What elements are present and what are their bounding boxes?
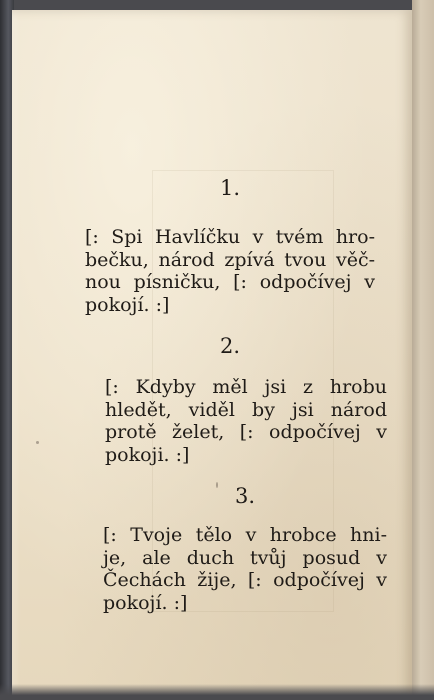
verse-3-number: 3. [234, 484, 256, 508]
verse-3-line-2: je, ale duch tvůj posud v [103, 546, 387, 569]
verse-3-line-1: [: Tvoje tělo v hrobce hni- [103, 524, 387, 546]
verse-1-line-2: bečku, národ zpívá tvou věč- [85, 248, 375, 271]
verse-2 [105, 376, 387, 466]
verse-3-line-3: Čechách žije, [: odpočívej v [103, 569, 387, 591]
verse-1-line-4: pokojí. :] [85, 293, 170, 316]
verse-1 [85, 226, 375, 316]
verse-3-line-4: pokojí. :] [103, 591, 188, 614]
paper-speck [36, 441, 39, 444]
verse-2-line-3: protě želet, [: odpočívej v [105, 421, 387, 443]
verse-2-number: 2. [219, 334, 241, 358]
verse-1-line-3: nou písničku, [: odpočívej v [85, 271, 375, 293]
verse-2-line-2: hledět, viděl by jsi národ [105, 398, 387, 421]
verse-2-line-4: pokoji. :] [105, 443, 190, 466]
verse-2-line-1: [: Kdyby měl jsi z hrobu [105, 376, 387, 398]
verse-1-line-1: [: Spi Havlíčku v tvém hro- [85, 226, 375, 248]
adjacent-page-edge [412, 0, 434, 700]
verse-3 [103, 524, 387, 614]
scan-bottom-edge [0, 684, 434, 700]
verse-1-number: 1. [219, 176, 241, 200]
paper-speck [216, 482, 218, 488]
